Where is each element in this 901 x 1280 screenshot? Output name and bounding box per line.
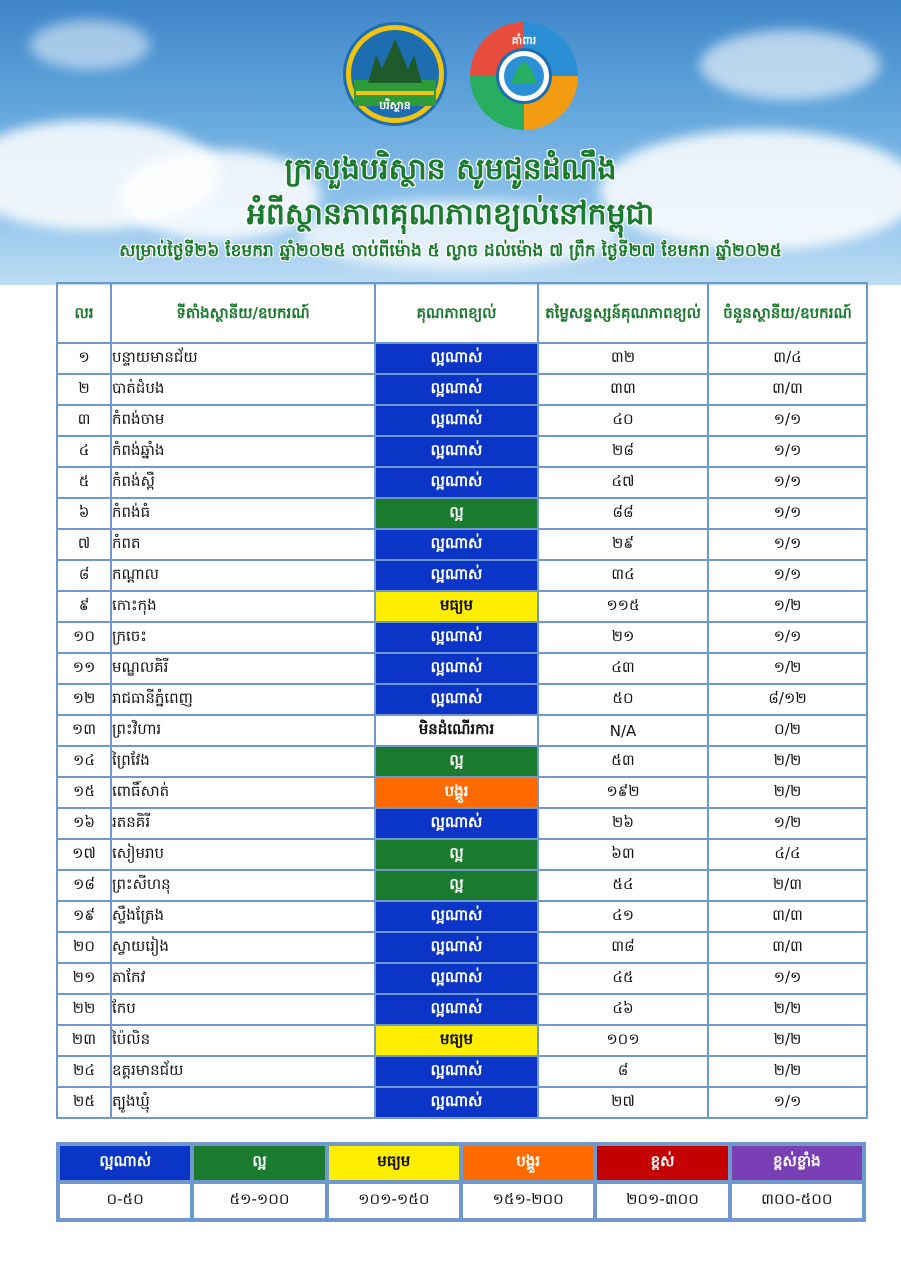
station-count-cell: ១/២ [708,808,867,839]
location-cell: ស្វាយរៀង [111,932,375,963]
quality-status-cell: ល្អណាស់ [375,374,538,405]
location-cell: បាត់ដំបង [111,374,375,405]
aqi-value-cell: ១១៥ [538,591,708,622]
aqi-value-cell: ៥៣ [538,746,708,777]
table-row [57,932,867,963]
date-range-subtitle: សម្រាប់ថ្ងៃទី២៦ ខែមករា ឆ្នាំ២០២៥ ចាប់ពីម៉ោង ៥ ល្ងាច ដល់ម៉ោង ៧ ព្រឹក ថ្ងៃទី២៧ ខែមករា ឆ្នាំ២០២៥ [119,241,782,261]
page-title-line2: អំពីស្ថានភាពគុណភាពខ្យល់នៅកម្ពុជា [246,197,655,232]
quality-status-cell: ល្អណាស់ [375,963,538,994]
quality-status-cell: ល្អណាស់ [375,1087,538,1118]
row-number: ១ [57,343,111,374]
aqi-value-cell: ៤៣ [538,653,708,684]
aqi-value-cell: N/A [538,715,708,746]
aqi-value-cell: ៤៥ [538,963,708,994]
table-row [57,746,867,777]
aqi-value-cell: ៤០ [538,405,708,436]
location-cell: កណ្ដាល [111,560,375,591]
legend-label: បង្គួរ [461,1144,595,1182]
location-cell: កោះកុង [111,591,375,622]
station-count-cell: ២/២ [708,994,867,1025]
row-number: ៦ [57,498,111,529]
station-count-cell: ០/២ [708,715,867,746]
campaign-logo-center [496,48,552,104]
location-cell: រតនគិរី [111,808,375,839]
aqi-value-cell: ២៧ [538,1087,708,1118]
location-cell: ពោធិ៍សាត់ [111,777,375,808]
row-number: ២០ [57,932,111,963]
row-number: ១៣ [57,715,111,746]
quality-status-cell: មធ្យម [375,591,538,622]
station-count-cell: ៣/៤ [708,343,867,374]
campaign-logo [470,22,578,130]
aqi-value-cell: ៨ [538,1056,708,1087]
table-row [57,560,867,591]
air-quality-table [56,282,868,1119]
table-row [57,684,867,715]
location-cell: ក្រចេះ [111,622,375,653]
row-number: ២២ [57,994,111,1025]
ministry-logo [343,22,447,126]
row-number: ១៨ [57,870,111,901]
row-number: ៧ [57,529,111,560]
station-count-cell: ១/១ [708,436,867,467]
aqi-value-cell: ៨៨ [538,498,708,529]
quality-status-cell: បង្គួរ [375,777,538,808]
aqi-value-cell: ៣២ [538,343,708,374]
legend-label: ខ្ពស់ [595,1144,729,1182]
location-cell: ព្រៃវែង [111,746,375,777]
legend-range: ១៥១-២០០ [461,1182,595,1220]
row-number: ១៤ [57,746,111,777]
location-cell: កំពង់ស្ពឺ [111,467,375,498]
quality-status-cell: ល្អ [375,870,538,901]
row-number: ៩ [57,591,111,622]
quality-status-cell: ល្អណាស់ [375,467,538,498]
quality-status-cell: ល្អណាស់ [375,560,538,591]
table-row [57,994,867,1025]
station-count-cell: ១/១ [708,560,867,591]
station-count-cell: ៣/៣ [708,374,867,405]
legend-range: ៥១-១០០ [192,1182,326,1220]
legend-label: ល្អណាស់ [58,1144,192,1182]
location-cell: រាជធានីភ្នំពេញ [111,684,375,715]
aqi-value-cell: ១៩២ [538,777,708,808]
table-row [57,1025,867,1056]
aqi-value-cell: ៣៤ [538,560,708,591]
location-cell: កែប [111,994,375,1025]
table-row [57,1087,867,1118]
location-cell: កំពង់ឆ្នាំង [111,436,375,467]
quality-status-cell: ល្អ [375,839,538,870]
aqi-value-cell: ៥៤ [538,870,708,901]
location-cell: កំពត [111,529,375,560]
quality-status-cell: មិនដំណើរការ [375,715,538,746]
location-cell: កំពង់ធំ [111,498,375,529]
aqi-value-cell: ២៩ [538,529,708,560]
aqi-value-cell: ២១ [538,622,708,653]
row-number: ១៧ [57,839,111,870]
station-count-cell: ១/២ [708,591,867,622]
table-row [57,529,867,560]
legend-label-row [58,1144,864,1182]
table-row [57,343,867,374]
table-row [57,777,867,808]
station-count-cell: ១/១ [708,1087,867,1118]
row-number: ៥ [57,467,111,498]
quality-status-cell: ល្អណាស់ [375,901,538,932]
table-row [57,653,867,684]
station-count-cell: ២/២ [708,746,867,777]
location-cell: ប៉ៃលិន [111,1025,375,1056]
legend-label: មធ្យម [327,1144,461,1182]
table-row [57,870,867,901]
header-number: លរ [57,283,111,343]
row-number: ១០ [57,622,111,653]
station-count-cell: ១/១ [708,467,867,498]
table-row [57,498,867,529]
table-row [57,405,867,436]
header-location: ទីតាំងស្ថានីយ/ឧបករណ៍ [111,283,375,343]
aqi-value-cell: ២៦ [538,808,708,839]
row-number: ១១ [57,653,111,684]
temple-emblem-icon [499,51,549,101]
quality-status-cell: ល្អណាស់ [375,684,538,715]
legend-label: ល្អ [192,1144,326,1182]
row-number: ១៦ [57,808,111,839]
table-row [57,436,867,467]
legend-label: ខ្ពស់ខ្លាំង [730,1144,864,1182]
location-cell: ឧត្ដរមានជ័យ [111,1056,375,1087]
quality-status-cell: ល្អ [375,498,538,529]
station-count-cell: ១/២ [708,653,867,684]
aqi-value-cell: ១០១ [538,1025,708,1056]
page-title: ក្រសួងបរិស្ថាន សូមជូនដំណឹង [284,152,617,187]
aqi-value-cell: ៦៣ [538,839,708,870]
quality-status-cell: ល្អណាស់ [375,808,538,839]
campaign-logo-text: គាំពារ [511,34,537,47]
quality-status-cell: ល្អណាស់ [375,436,538,467]
station-count-cell: ១/១ [708,498,867,529]
location-cell: តាកែវ [111,963,375,994]
header-quality: គុណភាពខ្យល់ [375,283,538,343]
row-number: ២៣ [57,1025,111,1056]
quality-status-cell: ល្អណាស់ [375,1056,538,1087]
row-number: ៨ [57,560,111,591]
row-number: ៣ [57,405,111,436]
quality-status-cell: ល្អ [375,746,538,777]
station-count-cell: ២/២ [708,1056,867,1087]
row-number: ១៥ [57,777,111,808]
location-cell: ស្ទឹងត្រែង [111,901,375,932]
aqi-value-cell: ៤៦ [538,994,708,1025]
table-row [57,839,867,870]
quality-status-cell: ល្អណាស់ [375,622,538,653]
location-cell: ត្បូងឃ្មុំ [111,1087,375,1118]
row-number: ២ [57,374,111,405]
quality-status-cell: ល្អណាស់ [375,653,538,684]
station-count-cell: ៨/១២ [708,684,867,715]
table-row [57,591,867,622]
location-cell: ព្រះសីហនុ [111,870,375,901]
quality-status-cell: ល្អណាស់ [375,932,538,963]
legend-range: ០-៥០ [58,1182,192,1220]
station-count-cell: ១/១ [708,963,867,994]
station-count-cell: ២/២ [708,1025,867,1056]
aqi-value-cell: ៥០ [538,684,708,715]
station-count-cell: ២/២ [708,777,867,808]
legend-range: ៣០០-៥០០ [730,1182,864,1220]
ministry-logo-text: បរិស្ថាន [379,99,411,112]
quality-status-cell: ល្អណាស់ [375,529,538,560]
station-count-cell: ៣/៣ [708,932,867,963]
row-number: ១៩ [57,901,111,932]
table-header-row [57,283,867,343]
legend-range-row [58,1182,864,1220]
location-cell: សៀមរាប [111,839,375,870]
location-cell: ព្រះវិហារ [111,715,375,746]
location-cell: បន្ទាយមានជ័យ [111,343,375,374]
station-count-cell: ៤/៤ [708,839,867,870]
quality-status-cell: មធ្យម [375,1025,538,1056]
legend-range: ២០១-៣០០ [595,1182,729,1220]
aqi-value-cell: ៤១ [538,901,708,932]
station-count-cell: ៣/៣ [708,901,867,932]
header-aqi: តម្លៃសន្ទស្សន៍គុណភាពខ្យល់ [538,283,708,343]
station-count-cell: ១/១ [708,529,867,560]
table-row [57,622,867,653]
table-row [57,715,867,746]
table-row [57,1056,867,1087]
table-row [57,808,867,839]
table-row [57,963,867,994]
aqi-value-cell: ៣៣ [538,374,708,405]
location-cell: កំពង់ចាម [111,405,375,436]
station-count-cell: ១/១ [708,405,867,436]
station-count-cell: ២/៣ [708,870,867,901]
row-number: ២៤ [57,1056,111,1087]
legend-range: ១០១-១៥០ [327,1182,461,1220]
row-number: ១២ [57,684,111,715]
row-number: ៤ [57,436,111,467]
aqi-value-cell: ៤៧ [538,467,708,498]
header-station-count: ចំនួនស្ថានីយ/ឧបករណ៍ [708,283,867,343]
aqi-value-cell: ៣៨ [538,932,708,963]
quality-status-cell: ល្អណាស់ [375,994,538,1025]
row-number: ២១ [57,963,111,994]
station-count-cell: ១/១ [708,622,867,653]
table-row [57,467,867,498]
quality-status-cell: ល្អណាស់ [375,405,538,436]
table-row [57,901,867,932]
table-row [57,374,867,405]
location-cell: មណ្ឌលគិរី [111,653,375,684]
aqi-legend [56,1142,866,1222]
aqi-value-cell: ២៨ [538,436,708,467]
quality-status-cell: ល្អណាស់ [375,343,538,374]
row-number: ២៥ [57,1087,111,1118]
